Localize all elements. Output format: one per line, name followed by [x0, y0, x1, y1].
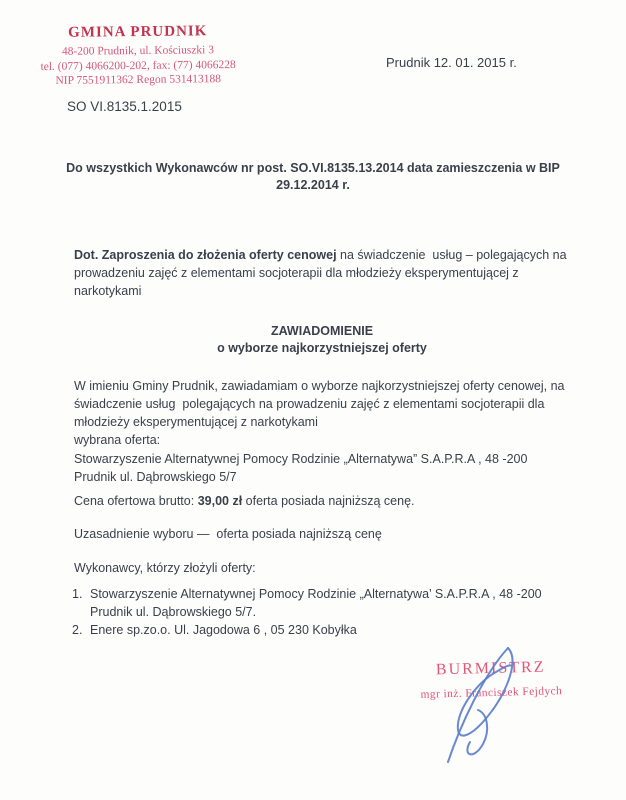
offer-item-2: Enere sp.zo.o. Ul. Jagodowa 6 , 05 230 Kobyłka [90, 623, 357, 637]
offers-list-label: Wykonawcy, którzy złożyli oferty: [74, 561, 256, 575]
signer-name: mgr inż. Franciszek Fejdych [420, 685, 563, 701]
sender-stamp [40, 23, 237, 89]
signer-title: BURMISTRZ [435, 658, 546, 679]
recipients-line-1: Do wszystkich Wykonawców nr post. SO.VI.8135.13.2014 data zamieszczenia w BIP [66, 161, 560, 175]
reference-number: SO VI.8135.1.2015 [67, 99, 182, 114]
signature-block [386, 646, 596, 776]
justification-line: Uzasadnienie wyboru — oferta posiada najniższą cenę [74, 527, 382, 541]
subject-label: Dot. Zaproszenia do złożenia oferty cenowej [74, 248, 337, 262]
price-tail: oferta posiada najniższą cenę. [242, 494, 415, 508]
offer-item-1: Stowarzyszenie Alternatywnej Pomocy Rodzinie „Alternatywa’ S.A.P.R.A , 48 -200 Prudnik ul. Dąbrowskiego 5/7. [90, 587, 542, 619]
intro-text: W imieniu Gminy Prudnik, zawiadamiam o wyborze najkorzystniejszej oferty cenowej, na świadczenie usług polegających na prowadzeniu zajęć z elementami socjoterapii dla młodzieży eksperymentującej z narkotykami [74, 379, 568, 429]
intro-paragraph [74, 377, 576, 449]
recipients-line-2: 29.12.2014 r. [276, 178, 350, 192]
sender-phone-fax: tel. (077) 4066200-202, fax: (77) 4066228 [40, 58, 236, 73]
notice-heading [74, 323, 570, 357]
price-line [74, 492, 594, 510]
sender-nip-regon: NIP 7551911362 Regon 531413188 [55, 73, 222, 87]
price-label: Cena ofertowa brutto: [74, 494, 198, 508]
subject-paragraph [74, 246, 570, 300]
subject-text: na świadczenie usług – polegających na prowadzeniu zajęć z elementami socjoterapii dla młodzieży eksperymentującej z narkotykami [74, 248, 571, 298]
notice-heading-line-1: ZAWIADOMIENIE [270, 324, 374, 338]
price-value: 39,00 zł [197, 494, 243, 508]
sender-name: GMINA PRUDNIK [68, 23, 208, 41]
recipients-line [53, 160, 573, 194]
offers-list [72, 585, 568, 639]
winner-paragraph: Stowarzyszenie Alternatywnej Pomocy Rodzinie „Alternatywa” S.A.P.R.A , 48 -200 Prudnik ul. Dąbrowskiego 5/7 [74, 452, 531, 484]
signer-stamp [386, 657, 597, 701]
chosen-offer-label: wybrana oferta: [74, 433, 161, 447]
notice-heading-line-2: o wyborze najkorzystniejszej oferty [217, 341, 427, 355]
place-and-date: Prudnik 12. 01. 2015 r. [386, 55, 517, 70]
sender-address: 48-200 Prudnik, ul. Kościuszki 3 [61, 44, 215, 58]
